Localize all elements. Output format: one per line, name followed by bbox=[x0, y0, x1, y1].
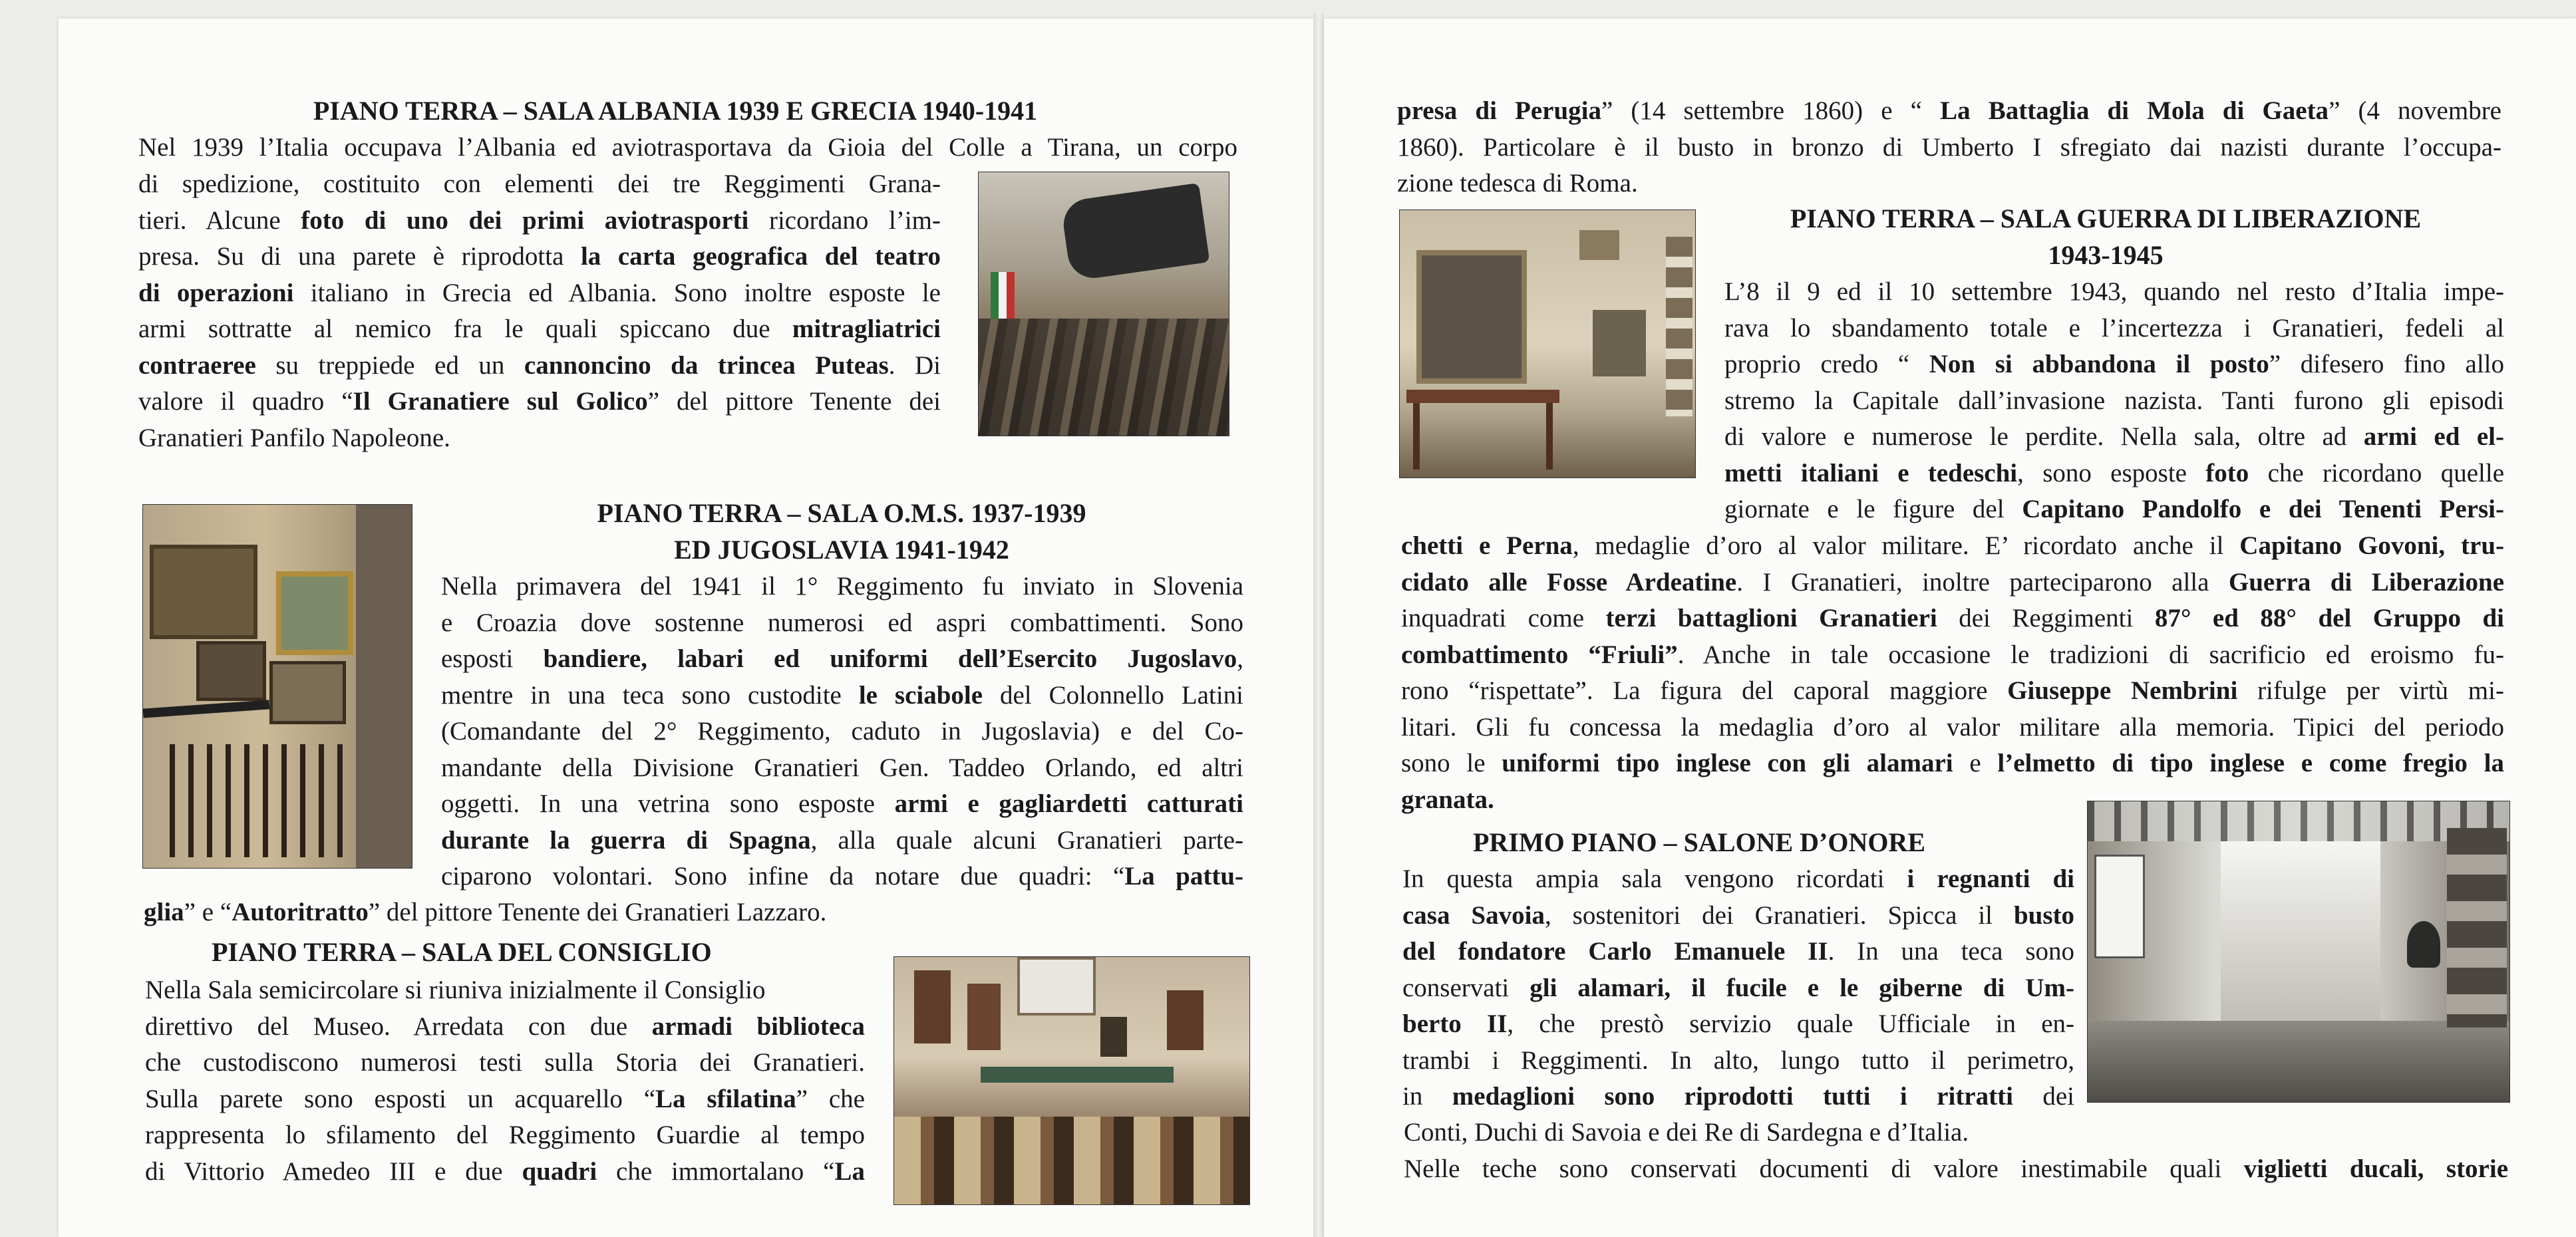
text-line: mentre in una teca sono custodite le sciabole del Colonnello Latini bbox=[441, 680, 1243, 710]
text-line: (Comandante del 2° Reggimento, caduto in Jugoslavia) e del Co- bbox=[441, 717, 1243, 746]
text-line: Nel 1939 l’Italia occupava l’Albania ed aviotrasportava da Gioia del Colle a Tirana, un corpo bbox=[138, 133, 1237, 162]
section-text-albania bbox=[138, 166, 941, 456]
text-line: stremo la Capitale dall’invasione nazista. Tanti furono gli episodi bbox=[1724, 386, 2504, 415]
text-line: In questa ampia sala vengono ricordati i regnanti di bbox=[1402, 865, 2074, 893]
text-line: contraeree su treppiede ed un cannoncino da trincea Puteas. Di bbox=[138, 350, 941, 380]
section-text-intro-continued bbox=[1397, 93, 2501, 202]
section-text-consiglio bbox=[145, 972, 865, 1190]
text-line: inquadrati come terzi battaglioni Granatieri dei Reggimenti 87° ed 88° del Gruppo di bbox=[1401, 604, 2505, 632]
section-heading-liberazione-line2: 1943-1945 bbox=[2048, 240, 2164, 270]
text-line: Nella primavera del 1941 il 1° Reggimento fu inviato in Slovenia bbox=[441, 572, 1243, 601]
text-line: trambi i Reggimenti. In alto, lungo tutto il perimetro, bbox=[1402, 1045, 2074, 1075]
section-heading-albania-grecia: PIANO TERRA – SALA ALBANIA 1939 E GRECIA 1940-1941 bbox=[313, 96, 1038, 126]
text-line: cidato alle Fosse Ardeatine. I Granatieri, inoltre parteciparono alla Guerra di Liberazione bbox=[1401, 567, 2505, 597]
photo-salone-onore bbox=[2087, 801, 2510, 1103]
section-heading-oms-line2: ED JUGOSLAVIA 1941-1942 bbox=[674, 535, 1009, 565]
text-line: oggetti. In una vetrina sono esposte armi e gagliardetti catturati bbox=[441, 789, 1243, 818]
section-text-liberazione-full bbox=[1401, 528, 2504, 818]
photo-aviotrasporto-poster bbox=[978, 172, 1229, 436]
text-line: armi sottratte al nemico fra le quali spiccano due mitragliatrici bbox=[138, 315, 941, 343]
text-line: Granatieri Panfilo Napoleone. bbox=[138, 423, 450, 452]
text-line: ciparono volontari. Sono infine da notare due quadri: “La pattu- bbox=[441, 862, 1244, 891]
text-line: berto II, che prestò servizio quale Ufficiale in en- bbox=[1402, 1010, 2074, 1038]
text-line: rappresenta lo sfilamento del Reggimento Guardie al tempo bbox=[145, 1121, 865, 1149]
text-line: di spedizione, costituito con elementi dei tre Reggimenti Grana- bbox=[138, 170, 941, 198]
text-line: di operazioni italiano in Grecia ed Albania. Sono inoltre esposte le bbox=[138, 278, 941, 307]
section-text-salone-onore bbox=[1402, 861, 2074, 1115]
text-line: conservati gli alamari, il fucile e le giberne di Um- bbox=[1402, 973, 2075, 1002]
text-line: esposti bandiere, labari ed uniformi dell’Esercito Jugoslavo, bbox=[441, 644, 1243, 673]
text-line: mandante della Divisione Granatieri Gen. Taddeo Orlando, ed altri bbox=[441, 753, 1243, 782]
text-line: metti italiani e tedeschi, sono esposte foto che ricordano quelle bbox=[1724, 458, 2504, 487]
text-line: casa Savoia, sostenitori dei Granatieri. Spicca il busto bbox=[1402, 900, 2075, 930]
text-line: Conti, Duchi di Savoia e dei Re di Sardegna e d’Italia. bbox=[1404, 1118, 1969, 1147]
text-line: litari. Gli fu concessa la medaglia d’oro al valor militare alla memoria. Tipici del periodo bbox=[1401, 712, 2504, 742]
text-line: di Vittorio Amedeo III e due quadri che immortalano “La bbox=[145, 1157, 865, 1186]
text-line: Nelle teche sono conservati documenti di valore inestimabile quali viglietti ducali, storie bbox=[1404, 1154, 2509, 1183]
photo-sala-consiglio bbox=[893, 956, 1250, 1205]
text-line: zione tedesca di Roma. bbox=[1397, 169, 1638, 198]
text-line: tieri. Alcune foto di uno dei primi aviotrasporti ricordano l’im- bbox=[138, 206, 941, 235]
text-line: rava lo sbandamento totale e l’incertezza i Granatieri, fedeli al bbox=[1724, 313, 2504, 343]
page-gutter bbox=[1313, 13, 1324, 1237]
section-heading-salone-onore: PRIMO PIANO – SALONE D’ONORE bbox=[1473, 827, 1926, 857]
text-line: del fondatore Carlo Emanuele II. In una teca sono bbox=[1402, 937, 2074, 966]
text-line: di valore e numerose le perdite. Nella sala, oltre ad armi ed el- bbox=[1724, 422, 2505, 451]
text-line: presa di Perugia” (14 settembre 1860) e “ La Battaglia di Mola di Gaeta” (4 novembre bbox=[1397, 96, 2501, 125]
section-text-oms bbox=[441, 569, 1243, 895]
photo-sala-guerra-liberazione bbox=[1399, 209, 1696, 478]
text-line: sono le uniformi tipo inglese con gli alamari e l’elmetto di tipo inglese e come fregio la bbox=[1401, 749, 2504, 777]
section-text-albania-intro bbox=[138, 130, 1237, 166]
text-line: valore il quadro “Il Granatiere sul Golico” del pittore Tenente dei bbox=[138, 387, 941, 416]
section-text-liberazione bbox=[1724, 274, 2504, 528]
section-text-salone-onore-full bbox=[1404, 1115, 2508, 1187]
text-line: presa. Su di una parete è riprodotta la carta geografica del teatro bbox=[138, 242, 941, 271]
text-line: L’8 il 9 ed il 10 settembre 1943, quando nel resto d’Italia impe- bbox=[1724, 277, 2504, 306]
photo-sala-oms-jugoslavia bbox=[142, 504, 412, 869]
section-heading-consiglio: PIANO TERRA – SALA DEL CONSIGLIO bbox=[212, 937, 712, 967]
text-line: che custodiscono numerosi testi sulla Storia dei Granatieri. bbox=[145, 1048, 865, 1077]
section-heading-oms-line1: PIANO TERRA – SALA O.M.S. 1937-1939 bbox=[597, 498, 1086, 528]
text-line: durante la guerra di Spagna, alla quale alcuni Granatieri parte- bbox=[441, 825, 1244, 855]
text-line: chetti e Perna, medaglie d’oro al valor militare. E’ ricordato anche il Capitano Govoni, tru- bbox=[1401, 531, 2504, 560]
text-line: giornate e le figure del Capitano Pandolfo e dei Tenenti Persi- bbox=[1724, 495, 2504, 523]
text-line: 1860). Particolare è il busto in bronzo di Umberto I sfregiato dai nazisti durante l’occupa- bbox=[1397, 132, 2501, 162]
text-line: combattimento “Friuli”. Anche in tale occasione le tradizioni di sacrificio ed eroismo fu- bbox=[1401, 640, 2504, 669]
text-line: rono “rispettate”. La figura del caporal maggiore Giuseppe Nembrini rifulge per virtù mi- bbox=[1401, 676, 2504, 705]
section-text-oms-last bbox=[144, 894, 1241, 931]
text-line: e Croazia dove sostenne numerosi ed aspri combattimenti. Sono bbox=[441, 608, 1243, 637]
text-line: Nella Sala semicircolare si riuniva inizialmente il Consiglio bbox=[145, 976, 766, 1004]
text-line: Sulla parete sono esposti un acquarello “La sfilatina” che bbox=[145, 1084, 865, 1113]
text-line: glia” e “Autoritratto” del pittore Tenente dei Granatieri Lazzaro. bbox=[144, 898, 827, 926]
text-line: direttivo del Museo. Arredata con due armadi biblioteca bbox=[145, 1012, 865, 1041]
text-line: granata. bbox=[1401, 785, 1494, 814]
section-heading-liberazione-line1: PIANO TERRA – SALA GUERRA DI LIBERAZIONE bbox=[1790, 204, 2422, 233]
text-line: in medaglioni sono riprodotti tutti i ritratti dei bbox=[1402, 1082, 2074, 1111]
text-line: proprio credo “ Non si abbandona il posto” difesero fino allo bbox=[1724, 350, 2504, 378]
